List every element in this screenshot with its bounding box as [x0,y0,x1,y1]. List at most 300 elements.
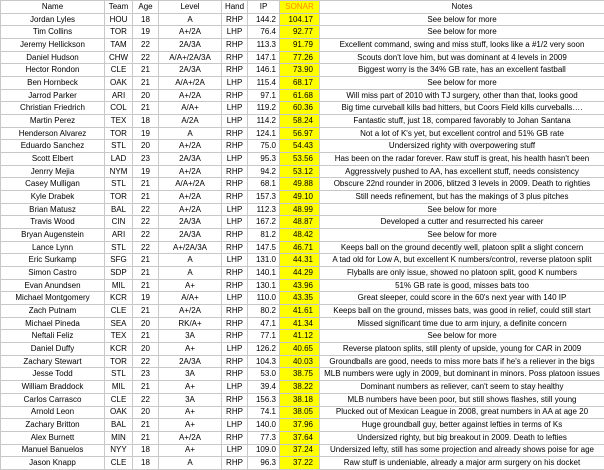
age-cell[interactable]: 20 [133,343,159,356]
hand-cell[interactable]: LHP [222,102,248,115]
player-name-cell[interactable]: Neftali Feliz [1,330,105,343]
level-cell[interactable]: A/A+ [159,292,222,305]
hand-cell[interactable]: LHP [222,419,248,432]
age-cell[interactable]: 22 [133,51,159,64]
level-cell[interactable]: A/A+ [159,102,222,115]
notes-cell[interactable]: Missed significant time due to arm injury, a definite concern [320,317,604,330]
notes-cell[interactable]: A tad old for Low A, but excellent K numbers/control, reverse platoon split [320,254,604,267]
table-row[interactable] [1,216,604,229]
team-cell[interactable]: TEX [105,115,133,128]
notes-cell[interactable]: Reverse platoon splits, still plenty of upside, young for CAR in 2009 [320,343,604,356]
player-name-cell[interactable]: Michael Pineda [1,317,105,330]
notes-cell[interactable]: Great sleeper, could score in the 60's next year with 140 IP [320,292,604,305]
table-row[interactable] [1,115,604,128]
innings-pitched-cell[interactable]: 124.1 [248,127,280,140]
team-cell[interactable]: TOR [105,26,133,39]
team-cell[interactable]: ARI [105,229,133,242]
player-name-cell[interactable]: Jeremy Hellickson [1,39,105,52]
table-row[interactable] [1,77,604,90]
table-row[interactable] [1,267,604,280]
sonar-score-cell[interactable]: 41.61 [280,305,320,318]
table-row[interactable] [1,431,604,444]
team-cell[interactable]: CLE [105,64,133,77]
level-cell[interactable]: A+/2A [159,165,222,178]
hand-cell[interactable]: RHP [222,393,248,406]
hand-cell[interactable]: RHP [222,127,248,140]
level-cell[interactable]: A+/2A [159,140,222,153]
notes-cell[interactable]: Plucked out of Mexican League in 2008, great numbers in AA at age 20 [320,406,604,419]
notes-cell[interactable]: Has been on the radar forever. Raw stuff is great, his health hasn't been [320,153,604,166]
sonar-score-cell[interactable]: 61.68 [280,89,320,102]
age-cell[interactable]: 20 [133,140,159,153]
hand-cell[interactable]: LHP [222,203,248,216]
player-name-cell[interactable]: Michael Montgomery [1,292,105,305]
age-cell[interactable]: 21 [133,267,159,280]
sonar-score-cell[interactable]: 53.12 [280,165,320,178]
sonar-score-cell[interactable]: 48.87 [280,216,320,229]
innings-pitched-cell[interactable]: 140.1 [248,267,280,280]
level-cell[interactable]: A+/2A [159,431,222,444]
sonar-score-cell[interactable]: 37.22 [280,457,320,470]
innings-pitched-cell[interactable]: 157.3 [248,191,280,204]
player-name-cell[interactable]: Jordan Lyles [1,13,105,26]
sonar-score-cell[interactable]: 40.65 [280,343,320,356]
sonar-score-cell[interactable]: 73.90 [280,64,320,77]
team-cell[interactable]: STL [105,140,133,153]
level-cell[interactable]: 3A [159,368,222,381]
notes-cell[interactable]: Undersized righty, but big breakout in 2009. Death to lefties [320,431,604,444]
table-row[interactable] [1,330,604,343]
table-row[interactable] [1,254,604,267]
player-name-cell[interactable]: Brian Matusz [1,203,105,216]
notes-cell[interactable]: Obscure 22nd rounder in 2006, blitzed 3 levels in 2009. Death to righties [320,178,604,191]
hand-cell[interactable]: LHP [222,292,248,305]
innings-pitched-cell[interactable]: 53.0 [248,368,280,381]
notes-cell[interactable]: Biggest worry is the 34% GB rate, has an excellent fastball [320,64,604,77]
age-cell[interactable]: 22 [133,203,159,216]
sonar-score-cell[interactable]: 49.88 [280,178,320,191]
notes-cell[interactable]: Flyballs are only issue, showed no platoon split, good K numbers [320,267,604,280]
sonar-score-cell[interactable]: 56.97 [280,127,320,140]
level-cell[interactable]: 2A/3A [159,355,222,368]
level-cell[interactable]: A [159,13,222,26]
sonar-score-cell[interactable]: 44.29 [280,267,320,280]
innings-pitched-cell[interactable]: 96.3 [248,457,280,470]
level-cell[interactable]: A+ [159,381,222,394]
team-cell[interactable]: MIL [105,381,133,394]
innings-pitched-cell[interactable]: 113.3 [248,39,280,52]
table-row[interactable] [1,368,604,381]
innings-pitched-cell[interactable]: 77.3 [248,431,280,444]
player-name-cell[interactable]: Casey Mulligan [1,178,105,191]
table-row[interactable] [1,229,604,242]
age-cell[interactable]: 20 [133,406,159,419]
hand-cell[interactable]: LHP [222,153,248,166]
level-cell[interactable]: A [159,254,222,267]
sonar-score-cell[interactable]: 38.18 [280,393,320,406]
innings-pitched-cell[interactable]: 167.2 [248,216,280,229]
sonar-score-cell[interactable]: 38.75 [280,368,320,381]
hand-cell[interactable]: RHP [222,51,248,64]
sonar-score-cell[interactable]: 53.56 [280,153,320,166]
innings-pitched-cell[interactable]: 75.0 [248,140,280,153]
age-cell[interactable]: 21 [133,431,159,444]
team-cell[interactable]: KCR [105,292,133,305]
age-cell[interactable]: 20 [133,317,159,330]
table-row[interactable] [1,203,604,216]
level-cell[interactable]: A+ [159,343,222,356]
sonar-score-cell[interactable]: 58.24 [280,115,320,128]
sonar-score-cell[interactable]: 43.96 [280,279,320,292]
header-sonar[interactable]: SONAR [280,1,320,14]
sonar-score-cell[interactable]: 46.71 [280,241,320,254]
age-cell[interactable]: 23 [133,153,159,166]
notes-cell[interactable]: See below for more [320,26,604,39]
age-cell[interactable]: 18 [133,115,159,128]
innings-pitched-cell[interactable]: 110.0 [248,292,280,305]
notes-cell[interactable]: Keeps ball on the ground, misses bats, was good in relief, could still start [320,305,604,318]
age-cell[interactable]: 19 [133,165,159,178]
innings-pitched-cell[interactable]: 97.1 [248,89,280,102]
table-row[interactable] [1,89,604,102]
table-row[interactable] [1,191,604,204]
table-row[interactable] [1,279,604,292]
level-cell[interactable]: 2A/3A [159,229,222,242]
hand-cell[interactable]: RHP [222,305,248,318]
level-cell[interactable]: A+ [159,406,222,419]
hand-cell[interactable]: RHP [222,165,248,178]
player-name-cell[interactable]: Hector Rondon [1,64,105,77]
team-cell[interactable]: STL [105,178,133,191]
age-cell[interactable]: 21 [133,330,159,343]
table-row[interactable] [1,355,604,368]
hand-cell[interactable]: RHP [222,39,248,52]
player-name-cell[interactable]: Lance Lynn [1,241,105,254]
notes-cell[interactable]: Raw stuff is undeniable, already a major arm surgery on his docket [320,457,604,470]
hand-cell[interactable]: RHP [222,317,248,330]
player-name-cell[interactable]: William Braddock [1,381,105,394]
player-name-cell[interactable]: Simon Castro [1,267,105,280]
notes-cell[interactable]: Excellent command, swing and miss stuff, looks like a #1/2 very soon [320,39,604,52]
team-cell[interactable]: NYY [105,444,133,457]
team-cell[interactable]: CLE [105,305,133,318]
level-cell[interactable]: A+/2A/3A [159,241,222,254]
hand-cell[interactable]: RHP [222,64,248,77]
level-cell[interactable]: 2A/3A [159,153,222,166]
sonar-score-cell[interactable]: 38.05 [280,406,320,419]
hand-cell[interactable]: RHP [222,191,248,204]
team-cell[interactable]: CLE [105,393,133,406]
innings-pitched-cell[interactable]: 147.1 [248,51,280,64]
innings-pitched-cell[interactable]: 104.3 [248,355,280,368]
hand-cell[interactable]: LHP [222,216,248,229]
team-cell[interactable]: CLE [105,457,133,470]
player-name-cell[interactable]: Zach Putnam [1,305,105,318]
level-cell[interactable]: 3A [159,330,222,343]
player-name-cell[interactable]: Bryan Augenstein [1,229,105,242]
sonar-score-cell[interactable]: 77.26 [280,51,320,64]
sonar-score-cell[interactable]: 43.35 [280,292,320,305]
team-cell[interactable]: CHW [105,51,133,64]
level-cell[interactable]: A [159,127,222,140]
innings-pitched-cell[interactable]: 140.0 [248,419,280,432]
age-cell[interactable]: 21 [133,64,159,77]
level-cell[interactable]: 2A/3A [159,64,222,77]
innings-pitched-cell[interactable]: 109.0 [248,444,280,457]
team-cell[interactable]: OAK [105,77,133,90]
age-cell[interactable]: 23 [133,368,159,381]
player-name-cell[interactable]: Henderson Alvarez [1,127,105,140]
innings-pitched-cell[interactable]: 95.3 [248,153,280,166]
hand-cell[interactable]: RHP [222,229,248,242]
level-cell[interactable]: 3A [159,393,222,406]
hand-cell[interactable]: LHP [222,26,248,39]
player-name-cell[interactable]: Carlos Carrasco [1,393,105,406]
innings-pitched-cell[interactable]: 147.5 [248,241,280,254]
innings-pitched-cell[interactable]: 146.1 [248,64,280,77]
header-hand[interactable]: Hand [222,1,248,14]
table-row[interactable] [1,140,604,153]
innings-pitched-cell[interactable]: 80.2 [248,305,280,318]
innings-pitched-cell[interactable]: 39.4 [248,381,280,394]
player-name-cell[interactable]: Jesse Todd [1,368,105,381]
hand-cell[interactable]: RHP [222,368,248,381]
hand-cell[interactable]: LHP [222,343,248,356]
notes-cell[interactable]: See below for more [320,77,604,90]
header-level[interactable]: Level [159,1,222,14]
hand-cell[interactable]: LHP [222,381,248,394]
table-row[interactable] [1,305,604,318]
table-row[interactable] [1,241,604,254]
age-cell[interactable]: 21 [133,279,159,292]
sonar-score-cell[interactable]: 41.12 [280,330,320,343]
hand-cell[interactable]: LHP [222,115,248,128]
notes-cell[interactable]: See below for more [320,13,604,26]
table-row[interactable] [1,165,604,178]
player-name-cell[interactable]: Ben Hornbeck [1,77,105,90]
innings-pitched-cell[interactable]: 115.4 [248,77,280,90]
table-row[interactable] [1,102,604,115]
innings-pitched-cell[interactable]: 114.2 [248,115,280,128]
team-cell[interactable]: STL [105,241,133,254]
level-cell[interactable]: A/2A [159,115,222,128]
hand-cell[interactable]: RHP [222,140,248,153]
level-cell[interactable]: A+ [159,419,222,432]
team-cell[interactable]: SEA [105,317,133,330]
innings-pitched-cell[interactable]: 131.0 [248,254,280,267]
player-name-cell[interactable]: Daniel Duffy [1,343,105,356]
notes-cell[interactable]: Will miss part of 2010 with TJ surgery, other than that, looks good [320,89,604,102]
table-row[interactable] [1,13,604,26]
team-cell[interactable]: COL [105,102,133,115]
team-cell[interactable]: CIN [105,216,133,229]
notes-cell[interactable]: Keeps ball on the ground decently well, platoon split a slight concern [320,241,604,254]
age-cell[interactable]: 21 [133,178,159,191]
level-cell[interactable]: A+/2A [159,26,222,39]
hand-cell[interactable]: LHP [222,254,248,267]
level-cell[interactable]: A [159,457,222,470]
header-name[interactable]: Name [1,1,105,14]
table-row[interactable] [1,343,604,356]
innings-pitched-cell[interactable]: 81.2 [248,229,280,242]
player-name-cell[interactable]: Eduardo Sanchez [1,140,105,153]
notes-cell[interactable]: Groundballs are good, needs to miss more bats if he's a reliever in the bigs [320,355,604,368]
age-cell[interactable]: 18 [133,444,159,457]
team-cell[interactable]: TAM [105,39,133,52]
level-cell[interactable]: 2A/3A [159,216,222,229]
age-cell[interactable]: 21 [133,305,159,318]
player-name-cell[interactable]: Eric Surkamp [1,254,105,267]
age-cell[interactable]: 22 [133,393,159,406]
player-name-cell[interactable]: Alex Burnett [1,431,105,444]
level-cell[interactable]: A+/2A [159,89,222,102]
table-row[interactable] [1,457,604,470]
hand-cell[interactable]: LHP [222,444,248,457]
hand-cell[interactable]: RHP [222,431,248,444]
team-cell[interactable]: TOR [105,127,133,140]
team-cell[interactable]: BAL [105,203,133,216]
player-name-cell[interactable]: Martin Perez [1,115,105,128]
age-cell[interactable]: 21 [133,77,159,90]
sonar-score-cell[interactable]: 37.24 [280,444,320,457]
team-cell[interactable]: OAK [105,406,133,419]
hand-cell[interactable]: RHP [222,267,248,280]
notes-cell[interactable]: Scouts don't love him, but was dominant at 4 levels in 2009 [320,51,604,64]
innings-pitched-cell[interactable]: 76.4 [248,26,280,39]
team-cell[interactable]: TOR [105,355,133,368]
age-cell[interactable]: 21 [133,254,159,267]
age-cell[interactable]: 22 [133,241,159,254]
hand-cell[interactable]: RHP [222,89,248,102]
table-row[interactable] [1,419,604,432]
team-cell[interactable]: SDP [105,267,133,280]
hand-cell[interactable]: RHP [222,241,248,254]
innings-pitched-cell[interactable]: 126.2 [248,343,280,356]
level-cell[interactable]: A+ [159,279,222,292]
hand-cell[interactable]: RHP [222,406,248,419]
sonar-score-cell[interactable]: 60.36 [280,102,320,115]
level-cell[interactable]: A+ [159,444,222,457]
level-cell[interactable]: RK/A+ [159,317,222,330]
player-name-cell[interactable]: Travis Wood [1,216,105,229]
age-cell[interactable]: 22 [133,216,159,229]
level-cell[interactable]: A+/2A [159,203,222,216]
header-team[interactable]: Team [105,1,133,14]
player-name-cell[interactable]: Manuel Banuelos [1,444,105,457]
innings-pitched-cell[interactable]: 119.2 [248,102,280,115]
table-row[interactable] [1,292,604,305]
team-cell[interactable]: TOR [105,191,133,204]
team-cell[interactable]: ARI [105,89,133,102]
team-cell[interactable]: MIN [105,431,133,444]
innings-pitched-cell[interactable]: 144.2 [248,13,280,26]
sonar-score-cell[interactable]: 48.42 [280,229,320,242]
notes-cell[interactable]: Still needs refinement, but has the makings of 3 plus pitches [320,191,604,204]
team-cell[interactable]: STL [105,368,133,381]
header-notes[interactable]: Notes [320,1,604,14]
header-age[interactable]: Age [133,1,159,14]
level-cell[interactable]: A+/2A [159,191,222,204]
table-row[interactable] [1,444,604,457]
player-name-cell[interactable]: Jenrry Mejia [1,165,105,178]
innings-pitched-cell[interactable]: 47.1 [248,317,280,330]
table-row[interactable] [1,51,604,64]
table-row[interactable] [1,153,604,166]
notes-cell[interactable]: Undersized righty with overpowering stuff [320,140,604,153]
level-cell[interactable]: A/A+/2A [159,77,222,90]
level-cell[interactable]: A [159,267,222,280]
sonar-score-cell[interactable]: 104.17 [280,13,320,26]
sonar-score-cell[interactable]: 37.96 [280,419,320,432]
team-cell[interactable]: TEX [105,330,133,343]
notes-cell[interactable]: Dominant numbers as reliever, can't seem to stay healthy [320,381,604,394]
innings-pitched-cell[interactable]: 156.3 [248,393,280,406]
level-cell[interactable]: 2A/3A [159,39,222,52]
notes-cell[interactable]: 51% GB rate is good, misses bats too [320,279,604,292]
player-name-cell[interactable]: Scott Elbert [1,153,105,166]
sonar-score-cell[interactable]: 68.17 [280,77,320,90]
player-name-cell[interactable]: Arnold Leon [1,406,105,419]
notes-cell[interactable]: Undersized lefty, still has some projection and already shows poise for age [320,444,604,457]
innings-pitched-cell[interactable]: 94.2 [248,165,280,178]
table-row[interactable] [1,393,604,406]
notes-cell[interactable]: Not a lot of K's yet, but excellent control and 51% GB rate [320,127,604,140]
table-row[interactable] [1,178,604,191]
hand-cell[interactable]: RHP [222,330,248,343]
player-name-cell[interactable]: Jarrod Parker [1,89,105,102]
age-cell[interactable]: 21 [133,419,159,432]
notes-cell[interactable]: MLB numbers have been poor, but still shows flashes, still young [320,393,604,406]
table-row[interactable] [1,64,604,77]
innings-pitched-cell[interactable]: 77.1 [248,330,280,343]
age-cell[interactable]: 22 [133,39,159,52]
table-row[interactable] [1,381,604,394]
table-row[interactable] [1,26,604,39]
player-name-cell[interactable]: Evan Anundsen [1,279,105,292]
table-row[interactable] [1,39,604,52]
notes-cell[interactable]: Big time curveball kills bad hitters, but Coors Field kills curveballs…. [320,102,604,115]
sonar-score-cell[interactable]: 54.43 [280,140,320,153]
age-cell[interactable]: 18 [133,13,159,26]
team-cell[interactable]: BAL [105,419,133,432]
sonar-score-cell[interactable]: 38.22 [280,381,320,394]
age-cell[interactable]: 19 [133,127,159,140]
sonar-score-cell[interactable]: 92.77 [280,26,320,39]
notes-cell[interactable]: Huge groundball guy, better against lefties in terms of Ks [320,419,604,432]
age-cell[interactable]: 21 [133,191,159,204]
player-name-cell[interactable]: Daniel Hudson [1,51,105,64]
innings-pitched-cell[interactable]: 74.1 [248,406,280,419]
notes-cell[interactable]: See below for more [320,330,604,343]
sonar-score-cell[interactable]: 41.34 [280,317,320,330]
table-row[interactable] [1,127,604,140]
sonar-score-cell[interactable]: 37.64 [280,431,320,444]
innings-pitched-cell[interactable]: 68.1 [248,178,280,191]
team-cell[interactable]: LAD [105,153,133,166]
player-name-cell[interactable]: Zachary Stewart [1,355,105,368]
notes-cell[interactable]: Developed a cutter and resurrected his career [320,216,604,229]
age-cell[interactable]: 19 [133,26,159,39]
sonar-score-cell[interactable]: 44.31 [280,254,320,267]
player-name-cell[interactable]: Kyle Drabek [1,191,105,204]
team-cell[interactable]: MIL [105,279,133,292]
age-cell[interactable]: 22 [133,355,159,368]
hand-cell[interactable]: RHP [222,13,248,26]
age-cell[interactable]: 20 [133,89,159,102]
notes-cell[interactable]: See below for more [320,229,604,242]
hand-cell[interactable]: RHP [222,279,248,292]
sonar-score-cell[interactable]: 91.79 [280,39,320,52]
